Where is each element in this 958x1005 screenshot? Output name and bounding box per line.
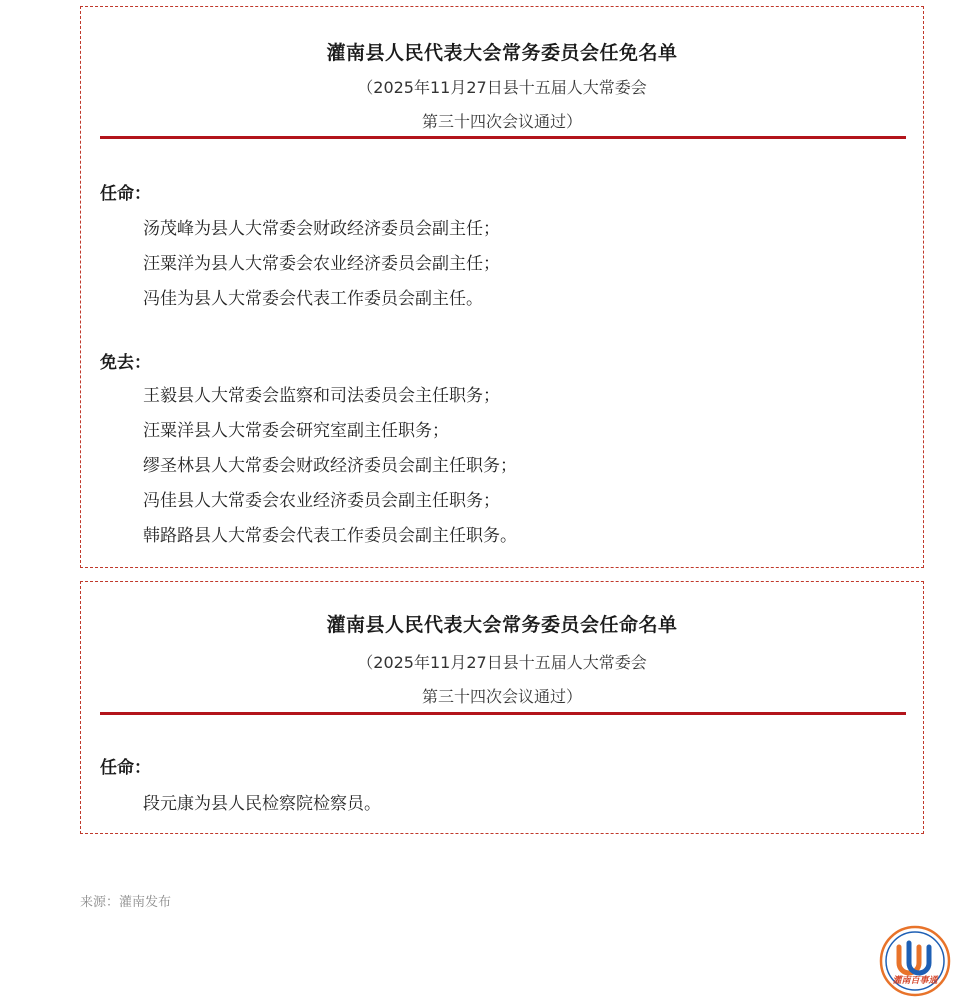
document-subtitle-line1: （2025年11月27日县十五届人大常委会 [357,653,647,672]
list-item: 王毅县人大常委会监察和司法委员会主任职务； [143,386,500,406]
document-subtitle-line2: 第三十四次会议通过） [421,112,582,131]
list-item: 汤茂峰为县人大常委会财政经济委员会副主任； [143,219,500,239]
document-subtitle-line1: （2025年11月27日县十五届人大常委会 [357,78,647,97]
document-subtitle-line2: 第三十四次会议通过） [421,687,582,706]
list-item: 段元康为县人民检察院检察员。 [143,794,381,814]
source-caption: 来源：灌南发布 [80,895,172,910]
document-title: 灌南县人民代表大会常务委员会任免名单 [326,42,678,64]
remove-section-label: 免去： [100,353,151,373]
list-item: 汪粟洋为县人大常委会农业经济委员会副主任； [143,254,500,274]
red-divider [100,712,906,715]
appointment-removal-document [80,6,924,568]
guannan-baishitong-logo-icon [879,925,951,997]
red-divider [100,136,906,139]
list-item: 汪粟洋县人大常委会研究室副主任职务； [143,421,449,441]
appoint-section-label: 任命： [100,184,151,204]
list-item: 缪圣林县人大常委会财政经济委员会副主任职务； [143,456,517,476]
list-item: 冯佳县人大常委会农业经济委员会副主任职务； [143,491,500,511]
appointment-document [80,581,924,834]
document-title: 灌南县人民代表大会常务委员会任命名单 [326,614,678,636]
logo-text: 灌南百事通 [892,976,938,986]
list-item: 冯佳为县人大常委会代表工作委员会副主任。 [143,289,483,309]
appoint-section-label: 任命： [100,758,151,778]
list-item: 韩路路县人大常委会代表工作委员会副主任职务。 [143,526,517,546]
